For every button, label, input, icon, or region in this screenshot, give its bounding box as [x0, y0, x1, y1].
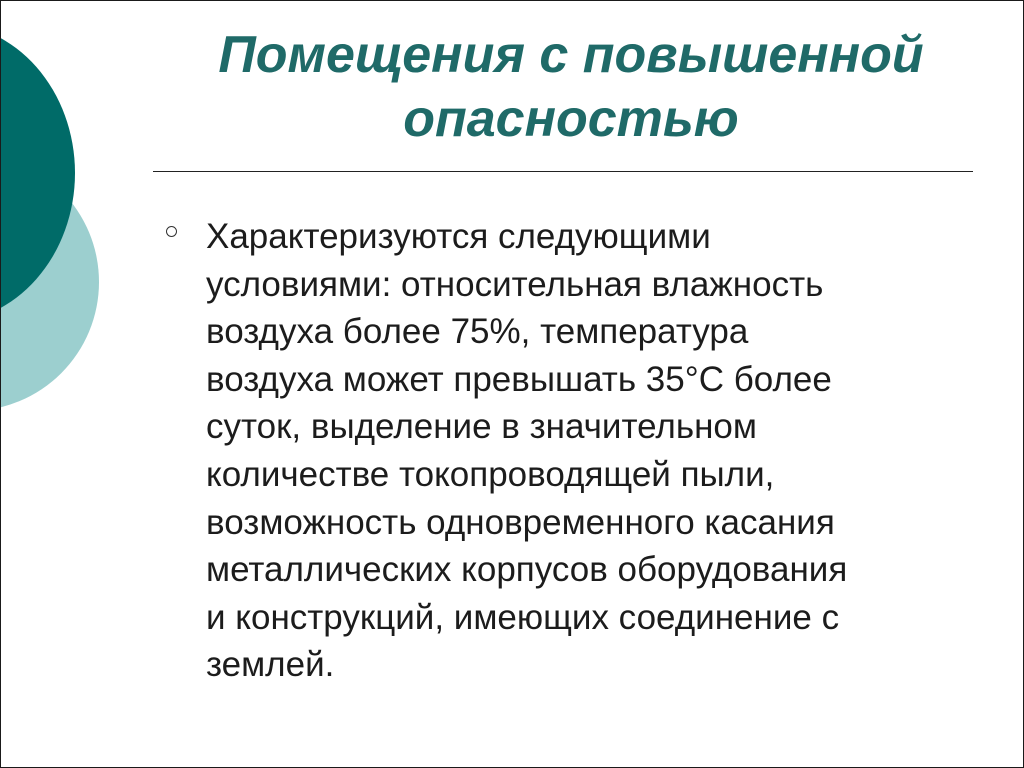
- bullet-line: количестве токопроводящей пыли,: [206, 454, 775, 494]
- bullet-line: возможность одновременного касания: [206, 502, 835, 542]
- bullet-line: суток, выделение в значительном: [206, 407, 757, 447]
- bullet-text: [206, 213, 956, 689]
- slide-title-line-1: Помещения с повышенной: [218, 26, 924, 84]
- bullet-item: [166, 213, 956, 689]
- bullet-line: воздуха может превышать 35°С более: [206, 359, 832, 399]
- bullet-line: условиями: относительная влажность: [206, 264, 824, 304]
- bullet-line: воздуха более 75%, температура: [206, 312, 749, 352]
- title-divider: [153, 171, 973, 172]
- slide-title: [151, 23, 991, 151]
- slide-title-line-2: опасностью: [403, 90, 739, 148]
- bullet-line: и конструкций, имеющих соединение с: [206, 597, 840, 637]
- hollow-circle-bullet-icon: [166, 226, 177, 237]
- bullet-list: [166, 213, 956, 689]
- bullet-line: Характеризуются следующими: [206, 217, 711, 256]
- bullet-line: металлических корпусов оборудования: [206, 550, 848, 590]
- bullet-line: землей.: [206, 645, 335, 685]
